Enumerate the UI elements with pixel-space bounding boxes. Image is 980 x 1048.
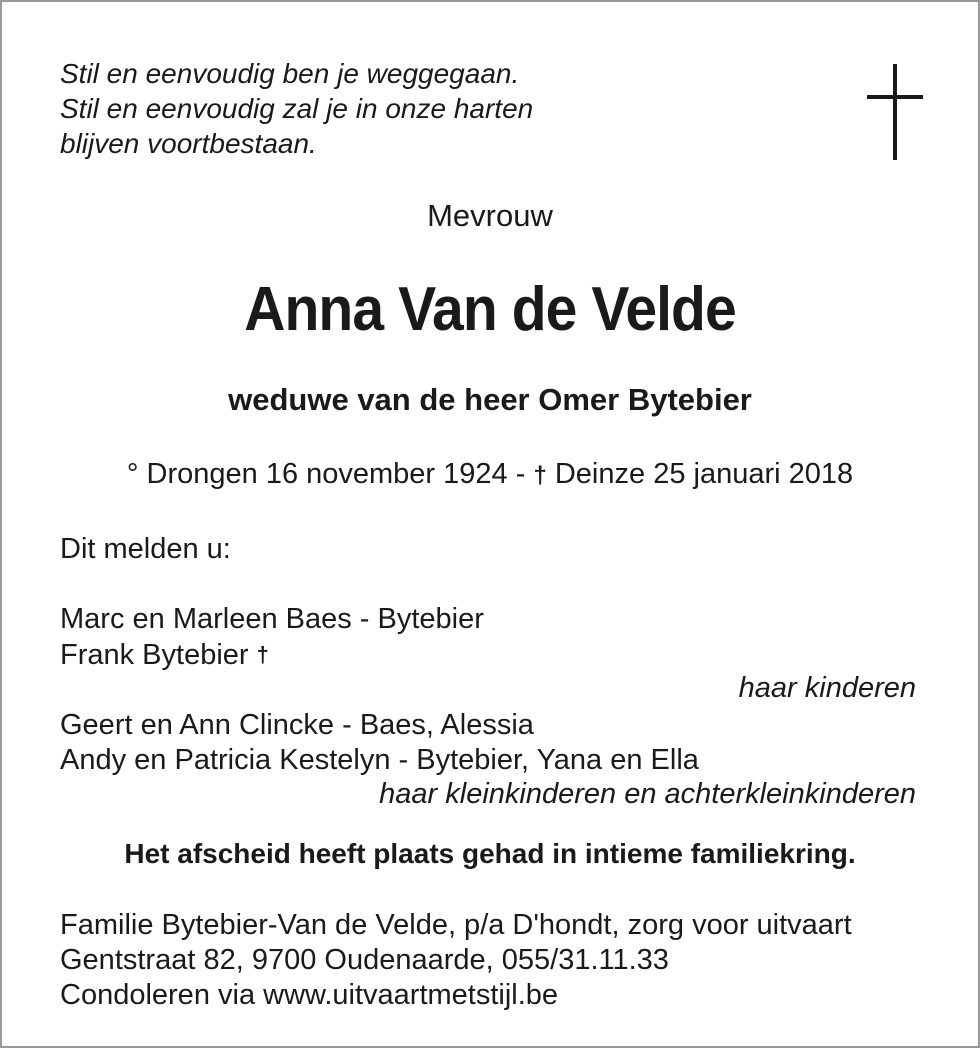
dagger-icon: † [256, 642, 269, 667]
dagger-icon: † [533, 462, 547, 489]
children-label: haar kinderen [738, 672, 916, 704]
deceased-name: Anna Van de Velde [244, 275, 736, 344]
life-dates [2, 458, 978, 491]
grandchild-name: Andy en Patricia Kestelyn - Bytebier, Yana en Ella [60, 744, 699, 776]
widow-of: weduwe van de heer Omer Bytebier [228, 382, 752, 417]
children-list [60, 602, 484, 673]
farewell-notice: Het afscheid heeft plaats gehad in intieme familiekring. [124, 838, 856, 869]
birth-info: ° Drongen 16 november 1924 - [126, 458, 526, 490]
death-info: Deinze 25 januari 2018 [554, 458, 854, 490]
child-name: Frank Bytebier † [60, 639, 269, 671]
contact-line: Gentstraat 82, 9700 Oudenaarde, 055/31.11.33 [60, 944, 669, 976]
grandchildren-label: haar kleinkinderen en achterkleinkinderen [379, 778, 916, 810]
poem-line: Stil en eenvoudig zal je in onze harten [60, 93, 534, 124]
grandchild-name: Geert en Ann Clincke - Baes, Alessia [60, 709, 534, 741]
poem [60, 56, 533, 161]
contact-line: Condoleren via www.uitvaartmetstijl.be [60, 979, 559, 1011]
grandchildren-list [60, 708, 699, 778]
poem-line: blijven voortbestaan. [60, 128, 317, 159]
contact-info [60, 908, 852, 1013]
cross-icon [867, 64, 923, 160]
honorific: Mevrouw [427, 198, 553, 233]
child-name: Marc en Marleen Baes - Bytebier [60, 603, 484, 635]
intro-text: Dit melden u: [60, 533, 231, 565]
contact-line: Familie Bytebier-Van de Velde, p/a D'hondt, zorg voor uitvaart [60, 909, 852, 941]
poem-line: Stil en eenvoudig ben je weggegaan. [60, 58, 520, 89]
